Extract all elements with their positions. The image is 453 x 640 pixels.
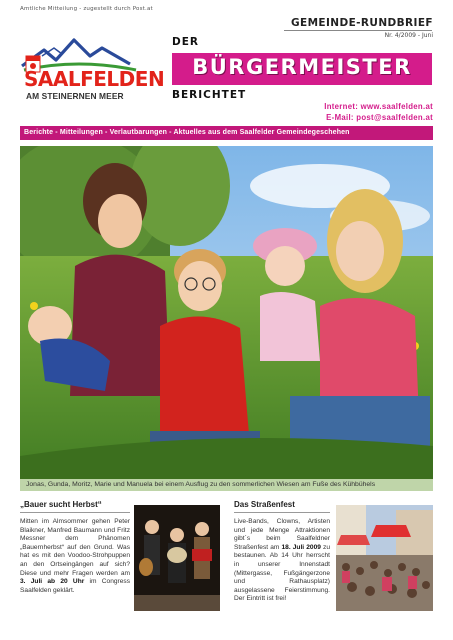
article-body: Mitten im Almsommer gehen Peter Blaikner, Manfred Baumann und Fritz Messner dem Phänomen „Bauernherbst“ auf den Grund. Was hat es mit den Voodoo-Strohpuppen an den Ortseingängen auf sich? Diese und mehr Fragen werden am 3. Juli ab 20 Uhr im Congress Saalfelden geklärt. (20, 518, 130, 594)
section-headbar: Berichte - Mitteilungen - Verlautbarungen - Aktuelles aus dem Saalfelder Gemeindegeschehen (20, 126, 433, 140)
newsletter-title: GEMEINDE-RUNDBRIEF (290, 17, 433, 29)
email-link[interactable]: E-Mail: post@saalfelden.at (326, 112, 433, 122)
article-strassenfest (234, 500, 330, 604)
top-notice: Amtliche Mitteilung - zugestellt durch Post.at (20, 6, 153, 12)
article-bauer-sucht-herbst (20, 500, 130, 595)
photo-caption: Jonas, Gunda, Moritz, Marie und Manuela bei einem Ausflug zu den sommerlichen Wiesen am Fuße des Kühbühels (20, 479, 433, 491)
masthead-der: DER (172, 36, 199, 48)
website-link[interactable]: Internet: www.saalfelden.at (324, 102, 433, 111)
masthead-berichtet: BERICHTET (172, 89, 247, 101)
logo-subtitle: AM STEINERNEN MEER (26, 91, 124, 101)
family-meadow-illustration (20, 146, 433, 491)
article-body: Live-Bands, Clowns, Artisten und jede Menge Attraktionen gibt´s beim Saalfeldner Straßenfest am 18. Juli 2009 zu bestaunen. Ab 14 Uhr herrscht in unserer Innenstadt (Mittergasse, Fußgängerzone und Rathausplatz) ausgelassene Feierstimmung. Der Eintritt ist frei! (234, 518, 331, 603)
title-divider (284, 30, 432, 31)
cover-photo (20, 146, 433, 491)
saalfelden-logo (18, 34, 165, 108)
cabaret-photo (134, 505, 220, 611)
event-date: 18. Juli 2009 (281, 543, 321, 551)
event-date: 3. Juli ab 20 Uhr (20, 578, 85, 586)
crowd-illustration (336, 505, 433, 611)
performers-illustration (134, 505, 220, 611)
masthead-banner (172, 53, 432, 85)
article-title: „Bauer sucht Herbst“ (20, 500, 130, 513)
issue-number: Nr. 4/2009 - Juni (384, 32, 433, 39)
street-festival-photo (336, 505, 433, 611)
article-title: Das Straßenfest (234, 500, 330, 513)
logo-wordmark: SAALFELDEN (24, 67, 165, 91)
contact-block (324, 102, 433, 123)
masthead-title: BÜRGERMEISTER (192, 55, 412, 79)
